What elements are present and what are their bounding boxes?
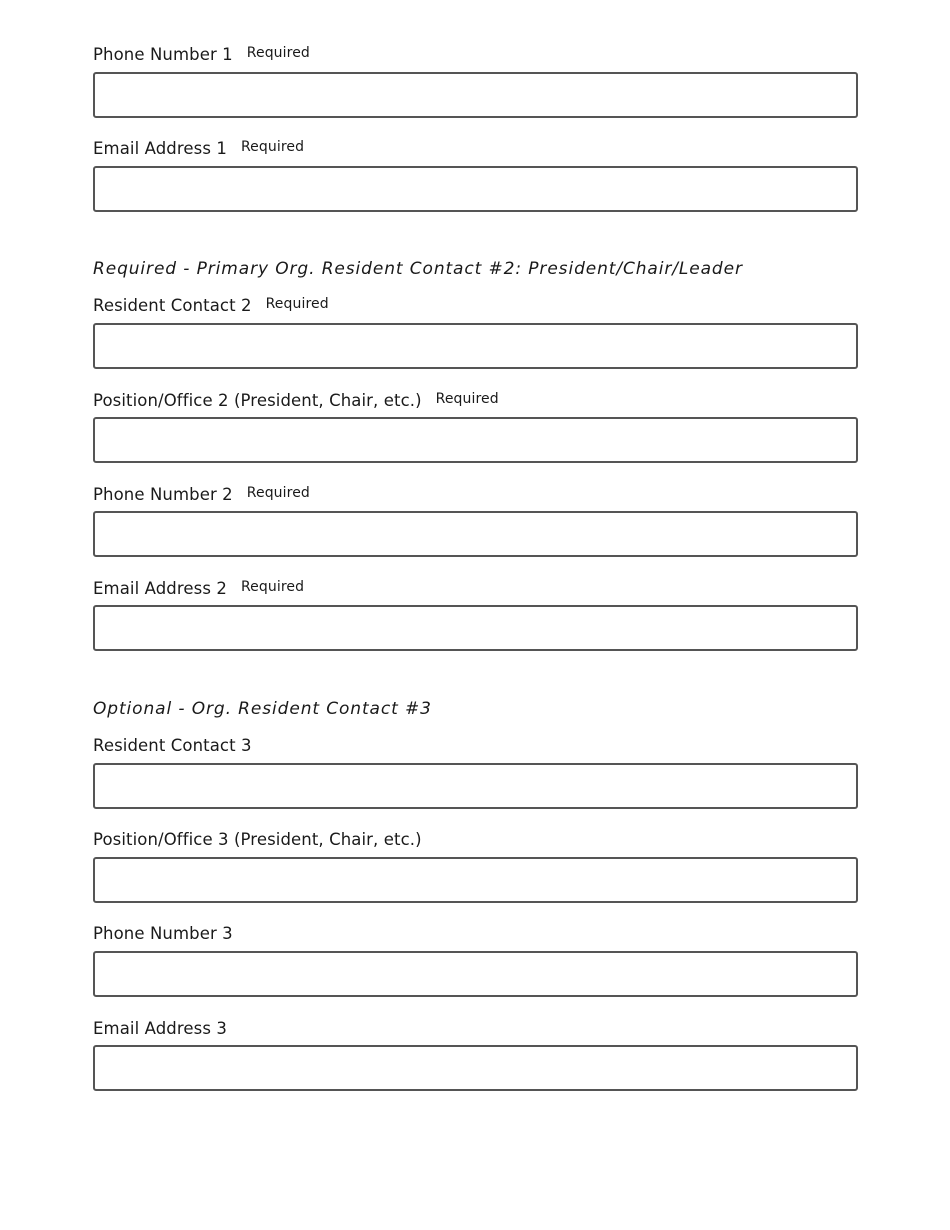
phone-number-2-label-text: Phone Number 2: [93, 485, 233, 504]
resident-contact-2-label-text: Resident Contact 2: [93, 296, 252, 315]
position-office-3-label-text: Position/Office 3 (President, Chair, etc.): [93, 830, 422, 849]
phone-number-1-label: [93, 45, 310, 66]
resident-contact-3-label-text: Resident Contact 3: [93, 736, 252, 755]
contact-3-section-heading: Optional - Org. Resident Contact #3: [93, 699, 432, 719]
email-address-3-label: [93, 1019, 227, 1039]
phone-number-3-label-text: Phone Number 3: [93, 924, 233, 943]
phone-number-1-label-text: Phone Number 1: [93, 45, 233, 64]
resident-contact-2-label: [93, 296, 329, 317]
email-address-2-input[interactable]: [93, 605, 858, 651]
resident-contact-3-label: [93, 736, 252, 756]
position-office-2-input[interactable]: [93, 417, 858, 463]
position-office-2-label-text: Position/Office 2 (President, Chair, etc.): [93, 391, 422, 410]
email-address-3-input[interactable]: [93, 1045, 858, 1091]
email-address-1-label-text: Email Address 1: [93, 139, 227, 158]
required-tag: Required: [240, 579, 305, 595]
required-tag: Required: [246, 45, 310, 61]
phone-number-3-label: [93, 924, 233, 944]
required-tag: Required: [265, 296, 329, 312]
position-office-3-input[interactable]: [93, 857, 858, 903]
phone-number-2-input[interactable]: [93, 511, 858, 557]
required-tag: Required: [435, 391, 499, 407]
email-address-2-label: [93, 579, 304, 600]
position-office-2-label: [93, 391, 499, 412]
email-address-1-input[interactable]: [93, 166, 858, 212]
email-address-1-label: [93, 139, 304, 160]
resident-contact-3-input[interactable]: [93, 763, 858, 809]
contact-2-section-heading: Required - Primary Org. Resident Contact #2: President/Chair/Leader: [93, 259, 743, 279]
email-address-2-label-text: Email Address 2: [93, 579, 227, 598]
phone-number-3-input[interactable]: [93, 951, 858, 997]
email-address-3-label-text: Email Address 3: [93, 1019, 227, 1038]
required-tag: Required: [240, 139, 305, 155]
phone-number-1-input[interactable]: [93, 72, 858, 118]
phone-number-2-label: [93, 485, 310, 506]
resident-contact-2-input[interactable]: [93, 323, 858, 369]
required-tag: Required: [246, 485, 310, 501]
position-office-3-label: [93, 830, 422, 850]
